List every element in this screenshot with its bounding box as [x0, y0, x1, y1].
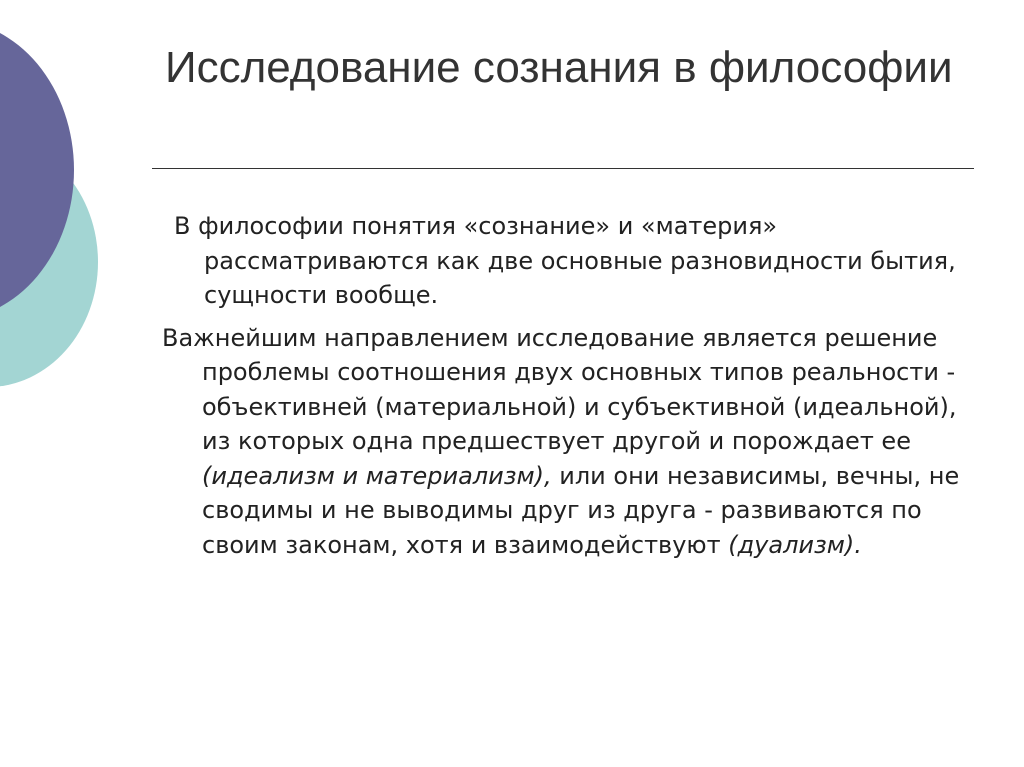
title-divider — [152, 168, 974, 169]
paragraph-text: или они независимы, вечны, не сводимы и не выводимы друг из друга - развиваются по своим законам, хотя и взаимодействуют — [202, 461, 960, 559]
paragraph-main-direction — [162, 321, 962, 563]
slide-body — [162, 209, 962, 570]
emphasis-idealism-materialism: (идеализм и материализм), — [202, 461, 552, 490]
emphasis-dualism: (дуализм). — [728, 530, 862, 559]
slide-title: Исследование сознания в философии — [165, 43, 953, 92]
paragraph-text: В философии понятия «сознание» и «материя» рассматриваются как две основные разновидности бытия, сущности вообще. — [174, 212, 956, 309]
paragraph-definition — [162, 209, 962, 313]
paragraph-text: Важнейшим направлением исследование является решение проблемы соотношения двух основных типов реальности - объективней (материальной) и субъективной (идеальной), из которых одна предшествует другой и порождает ее — [162, 323, 957, 455]
